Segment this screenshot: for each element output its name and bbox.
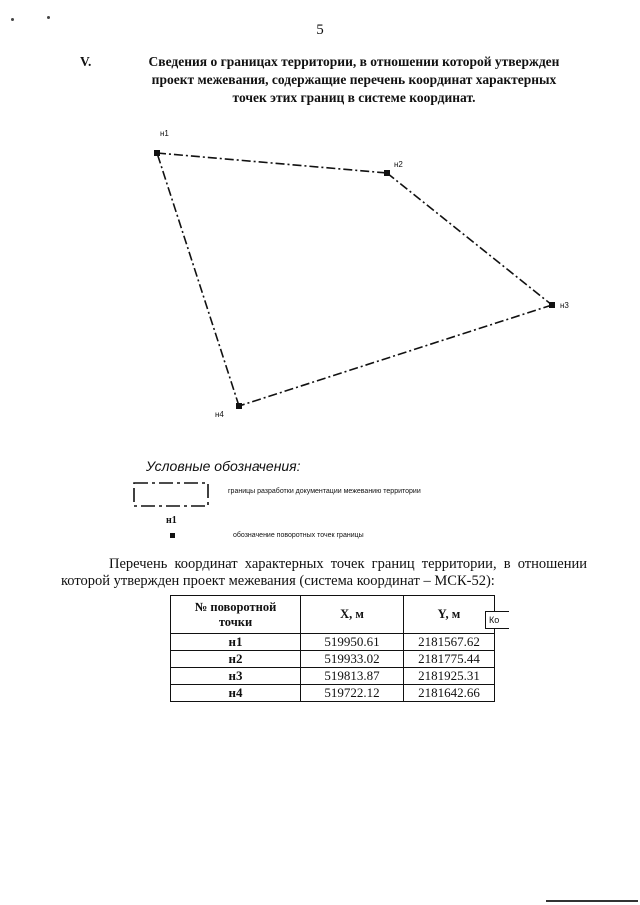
section-title-line: проект межевания, содержащие перечень координат характерных: [151, 72, 557, 87]
cell-x: 519722.12: [301, 685, 404, 702]
coordinates-table: [170, 595, 495, 702]
header-y: Y, м: [404, 596, 495, 634]
intro-line: Перечень координат характерных точек границ территории, в отношении: [109, 556, 587, 572]
point-marker-n3: [549, 302, 555, 308]
cell-y: 2181925.31: [404, 668, 495, 685]
header-point: № поворотной точки: [171, 596, 301, 634]
cell-x: 519813.87: [301, 668, 404, 685]
coordinates-intro: [61, 556, 587, 590]
section-title-line: Сведения о границах территории, в отношении которой утвержден: [148, 54, 560, 69]
legend-point-symbol: [170, 533, 175, 538]
cell-point: н3: [171, 668, 301, 685]
boundary-segment-n1-n2: [157, 153, 387, 173]
table-row: [171, 651, 495, 668]
legend-point-label: н1: [166, 515, 177, 526]
cell-y: 2181642.66: [404, 685, 495, 702]
cell-point: н1: [171, 634, 301, 651]
point-label-n2: н2: [394, 160, 403, 169]
intro-line: которой утвержден проект межевания (система координат – МСК-52):: [61, 573, 495, 589]
boundary-segment-n4-n1: [157, 153, 239, 406]
table-header-row: [171, 596, 495, 634]
point-marker-n4: [236, 403, 242, 409]
legend-boundary-text: границы разработки документации межеванию территории: [228, 488, 421, 495]
legend-point-text: обозначение поворотных точек границы: [233, 532, 364, 539]
point-label-n4: н4: [215, 410, 224, 419]
cell-point: н2: [171, 651, 301, 668]
scan-edge-line: [546, 900, 638, 902]
cell-point: н4: [171, 685, 301, 702]
boundary-segment-n3-n4: [239, 305, 552, 406]
table-row: [171, 634, 495, 651]
clipped-column-header: Ко: [485, 611, 509, 629]
section-number: V.: [80, 54, 92, 69]
table-row: [171, 668, 495, 685]
cell-x: 519950.61: [301, 634, 404, 651]
table-row: [171, 685, 495, 702]
cell-y: 2181775.44: [404, 651, 495, 668]
boundary-segment-n2-n3: [387, 173, 552, 305]
point-marker-n1: [154, 150, 160, 156]
header-x: X, м: [301, 596, 404, 634]
point-marker-n2: [384, 170, 390, 176]
cell-x: 519933.02: [301, 651, 404, 668]
page-number: 5: [316, 22, 324, 38]
point-label-n3: н3: [560, 301, 569, 310]
point-label-n1: н1: [160, 129, 169, 138]
section-title-line: точек этих границ в системе координат.: [232, 90, 476, 105]
legend-title: Условные обозначения:: [146, 458, 301, 474]
legend-boundary-symbol: [130, 480, 212, 510]
cell-y: 2181567.62: [404, 634, 495, 651]
